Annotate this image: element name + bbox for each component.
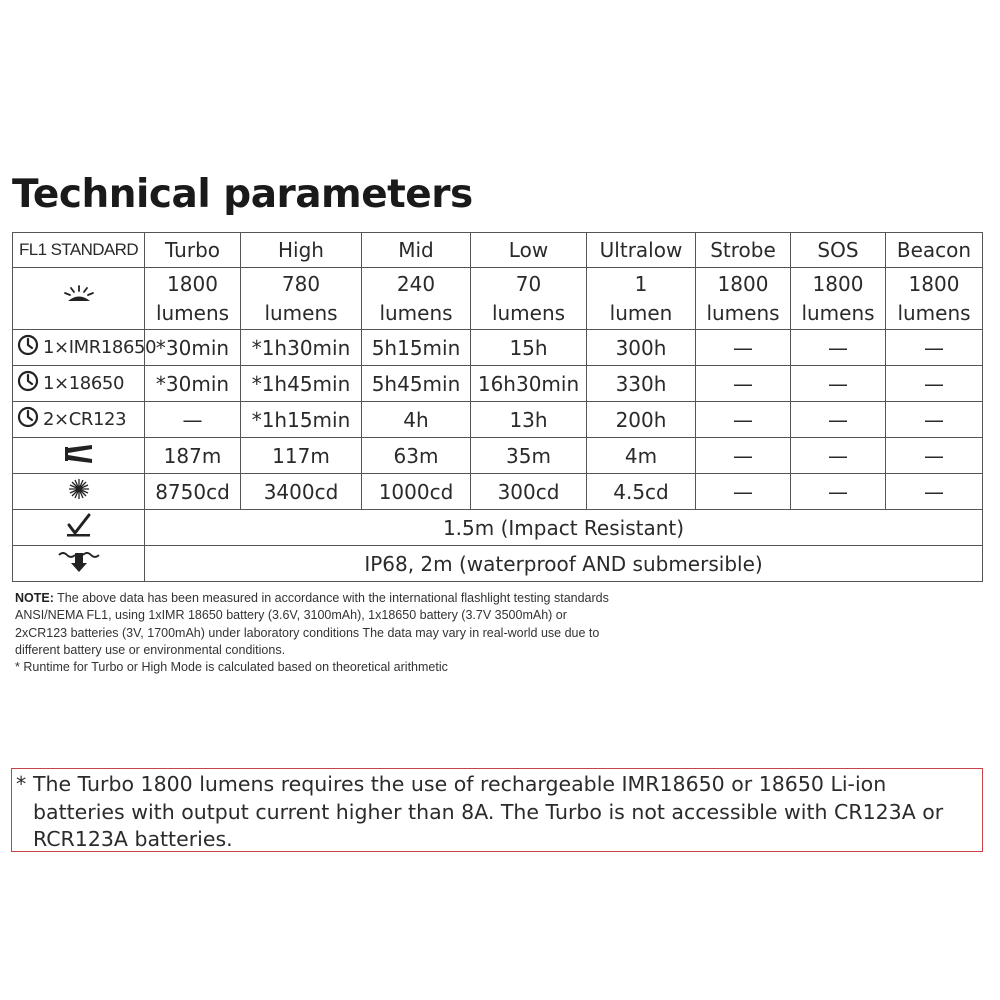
output-cell: 1800 lumens — [145, 268, 241, 330]
runtime-cell: — — [791, 330, 886, 366]
mode-header: Low — [471, 233, 587, 268]
peak-intensity-icon — [68, 478, 90, 505]
output-cell: 1 lumen — [587, 268, 696, 330]
output-cell: 1800 lumens — [696, 268, 791, 330]
runtime-cell: *1h30min — [241, 330, 362, 366]
intensity-cell: — — [791, 474, 886, 510]
distance-cell: 63m — [362, 438, 471, 474]
runtime-cell: 13h — [471, 402, 587, 438]
runtime-cell: 200h — [587, 402, 696, 438]
clock-icon — [17, 334, 39, 361]
clock-icon — [17, 370, 39, 397]
output-cell: 1800 lumens — [791, 268, 886, 330]
note-label: NOTE: — [15, 591, 54, 605]
runtime-cell: 5h45min — [362, 366, 471, 402]
waterproof-row — [13, 546, 983, 582]
output-row-header — [13, 268, 145, 330]
output-cell: 1800 lumens — [886, 268, 983, 330]
distance-cell: 4m — [587, 438, 696, 474]
distance-cell: 117m — [241, 438, 362, 474]
runtime-cell: 330h — [587, 366, 696, 402]
mode-header: High — [241, 233, 362, 268]
distance-cell: 187m — [145, 438, 241, 474]
distance-row — [13, 438, 983, 474]
runtime-row-cr123 — [13, 402, 983, 438]
runtime-cell: — — [886, 330, 983, 366]
runtime-row-18650 — [13, 366, 983, 402]
runtime-cell: — — [696, 366, 791, 402]
output-cell: 70 lumens — [471, 268, 587, 330]
runtime-cell: 4h — [362, 402, 471, 438]
runtime-cell: — — [696, 330, 791, 366]
light-output-icon — [62, 284, 96, 314]
note-paragraph — [15, 590, 615, 659]
note-text: The above data has been measured in accordance with the international flashlight testing standards ANSI/NEMA FL1, using 1xIMR 18650 battery (3.6V, 3100mAh), 1x18650 battery (3.7V 3500mAh) or 2xCR123 batteries (3V, 1700mAh) under laboratory conditions The data may vary in real-world use due to different battery use or environmental conditions. — [15, 591, 609, 657]
runtime-cell: — — [791, 402, 886, 438]
impact-value: 1.5m (Impact Resistant) — [145, 510, 983, 546]
distance-row-header — [13, 438, 145, 474]
beam-distance-icon — [64, 444, 94, 469]
runtime-cell: — — [886, 366, 983, 402]
intensity-cell: 8750cd — [145, 474, 241, 510]
runtime-row-header: 1×18650 — [13, 366, 145, 402]
intensity-row — [13, 474, 983, 510]
mode-header: Strobe — [696, 233, 791, 268]
intensity-row-header — [13, 474, 145, 510]
runtime-row-header: 1×IMR18650 — [13, 330, 145, 366]
runtime-cell: *30min — [145, 366, 241, 402]
runtime-cell: — — [145, 402, 241, 438]
intensity-cell: 1000cd — [362, 474, 471, 510]
runtime-cell: 15h — [471, 330, 587, 366]
runtime-cell: — — [886, 402, 983, 438]
distance-cell: — — [886, 438, 983, 474]
mode-header: Beacon — [886, 233, 983, 268]
runtime-cell: — — [791, 366, 886, 402]
distance-cell: — — [791, 438, 886, 474]
note-block — [15, 590, 615, 676]
runtime-cell: *30min — [145, 330, 241, 366]
runtime-cell: 300h — [587, 330, 696, 366]
intensity-cell: 4.5cd — [587, 474, 696, 510]
intensity-cell: 3400cd — [241, 474, 362, 510]
intensity-cell: — — [696, 474, 791, 510]
waterproof-icon — [57, 549, 101, 578]
page-title: Technical parameters — [12, 172, 473, 217]
output-row — [13, 268, 983, 330]
runtime-cell: — — [696, 402, 791, 438]
turbo-warning-callout — [11, 768, 983, 852]
intensity-cell: 300cd — [471, 474, 587, 510]
waterproof-value: IP68, 2m (waterproof AND submersible) — [145, 546, 983, 582]
impact-row — [13, 510, 983, 546]
output-cell: 780 lumens — [241, 268, 362, 330]
runtime-cell: 16h30min — [471, 366, 587, 402]
distance-cell: — — [696, 438, 791, 474]
impact-resistance-icon — [66, 513, 92, 542]
mode-header: Ultralow — [587, 233, 696, 268]
fl1-standard-label: FL1 STANDARD — [13, 233, 145, 268]
runtime-cell: *1h15min — [241, 402, 362, 438]
mode-header: SOS — [791, 233, 886, 268]
spec-table — [12, 232, 983, 582]
header-row — [13, 233, 983, 268]
intensity-cell: — — [886, 474, 983, 510]
clock-icon — [17, 406, 39, 433]
impact-row-header — [13, 510, 145, 546]
mode-header: Mid — [362, 233, 471, 268]
callout-asterisk: * — [16, 772, 27, 796]
distance-cell: 35m — [471, 438, 587, 474]
callout-text: The Turbo 1800 lumens requires the use of rechargeable IMR18650 or 18650 Li-ion batteries with output current higher than 8A. The Turbo is not accessible with CR123A or RCR123A batteries. — [33, 772, 944, 851]
waterproof-row-header — [13, 546, 145, 582]
runtime-row-imr18650 — [13, 330, 983, 366]
runtime-cell: *1h45min — [241, 366, 362, 402]
note-footnote: * Runtime for Turbo or High Mode is calculated based on theoretical arithmetic — [15, 660, 448, 675]
runtime-row-header: 2×CR123 — [13, 402, 145, 438]
mode-header: Turbo — [145, 233, 241, 268]
runtime-cell: 5h15min — [362, 330, 471, 366]
output-cell: 240 lumens — [362, 268, 471, 330]
